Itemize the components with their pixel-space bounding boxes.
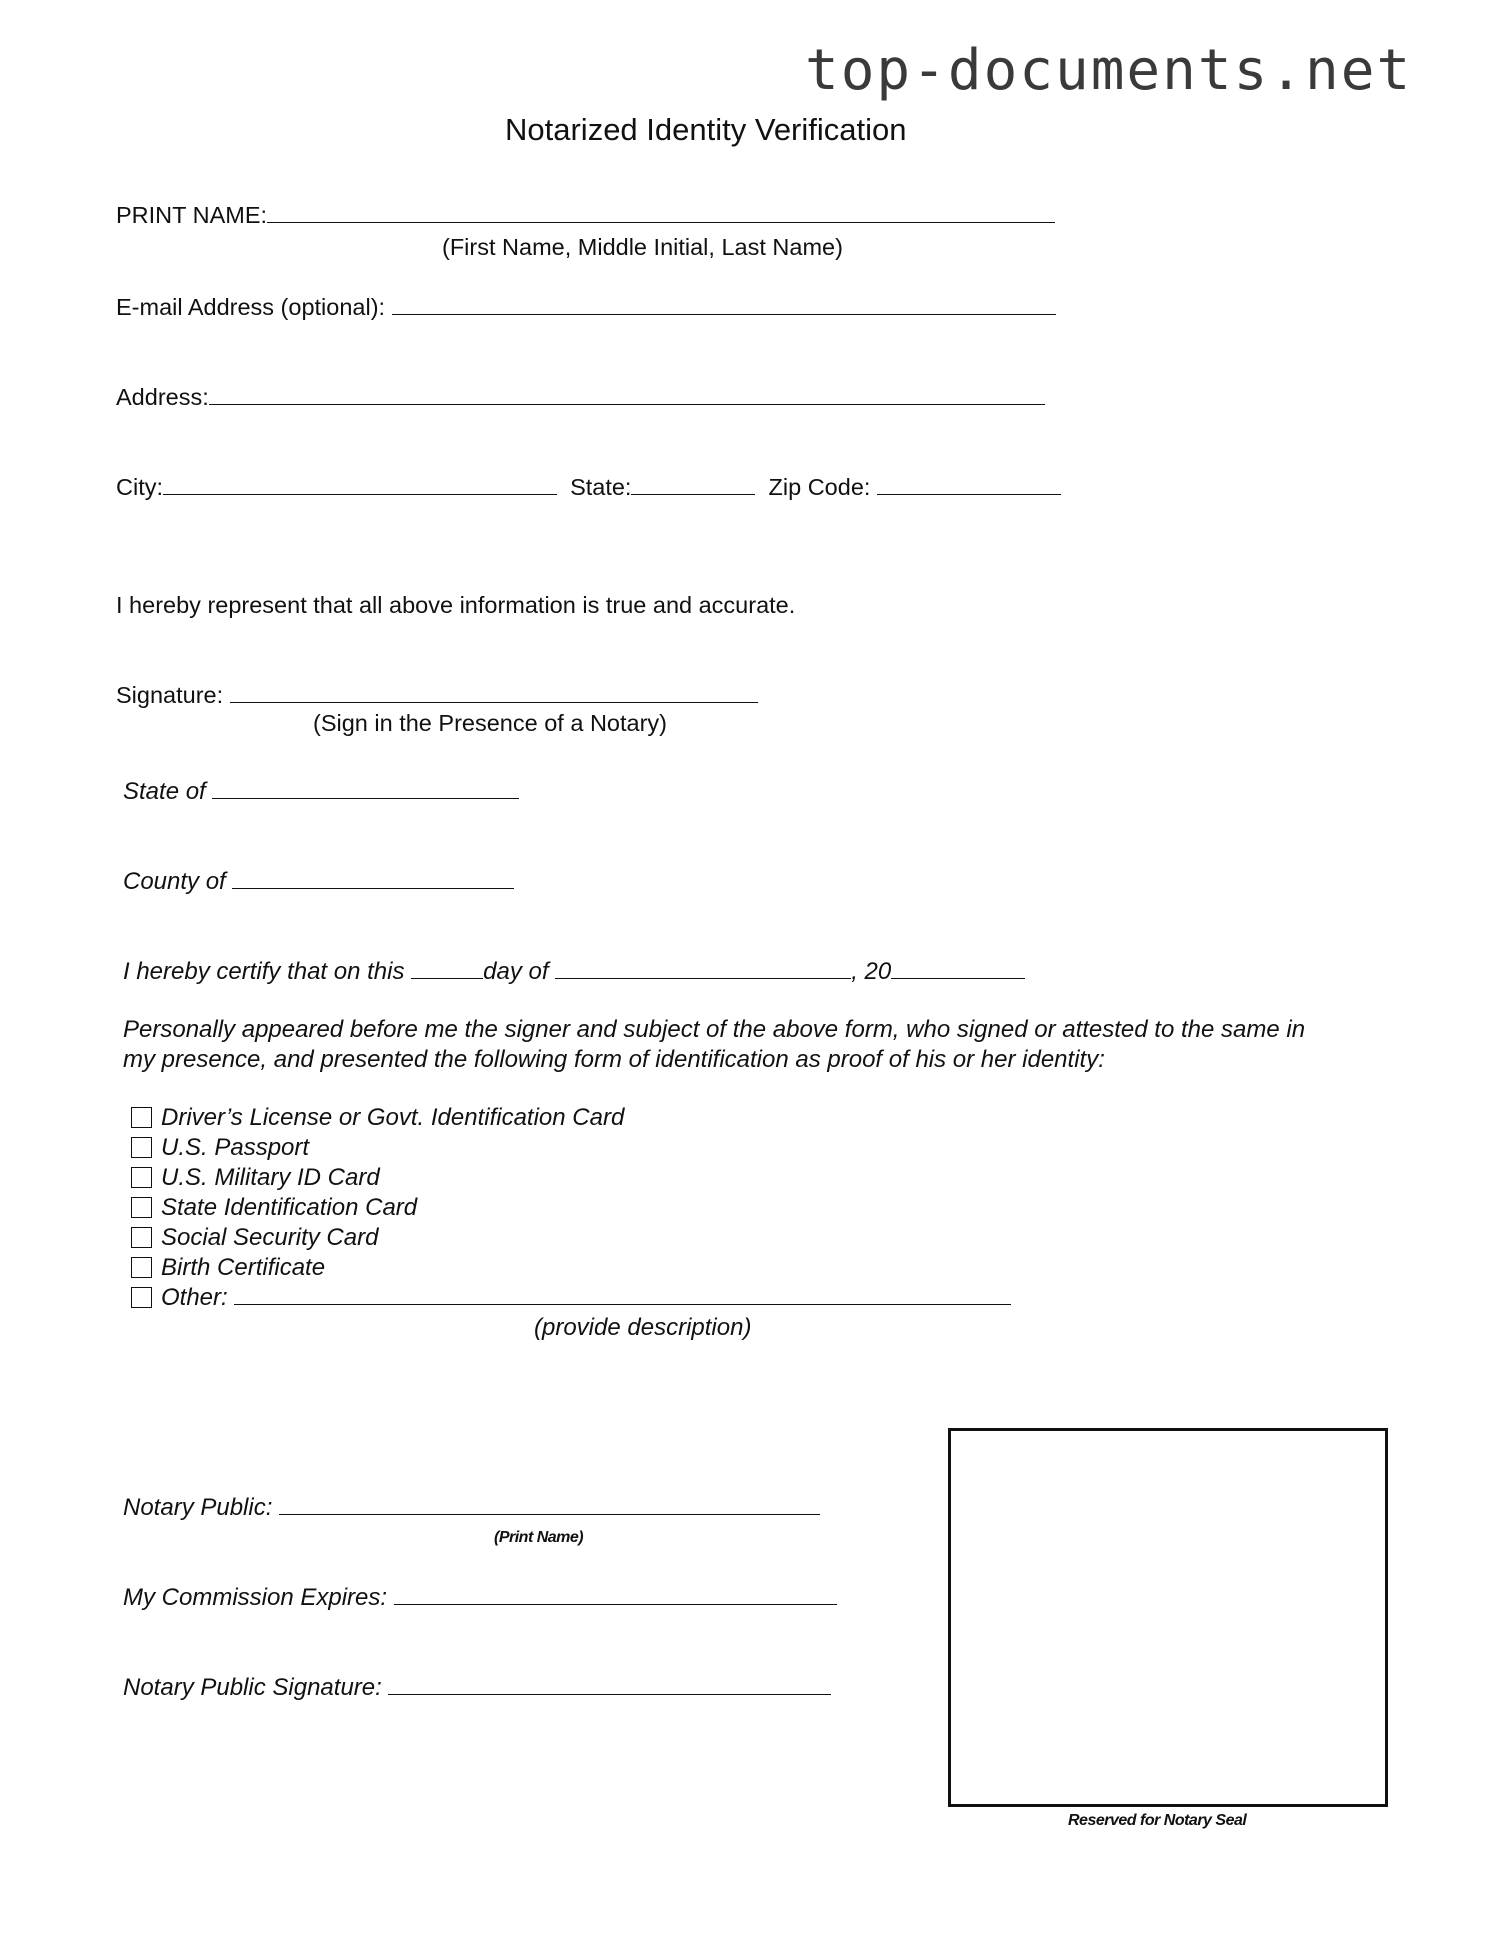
print-name-field[interactable] xyxy=(267,221,1055,223)
id-option-label: Birth Certificate xyxy=(161,1254,326,1281)
address-field[interactable] xyxy=(209,403,1045,405)
notary-seal-caption: Reserved for Notary Seal xyxy=(1068,1812,1247,1829)
state-field[interactable] xyxy=(631,493,755,495)
notary-seal-box xyxy=(948,1428,1388,1807)
notary-public-name-field[interactable] xyxy=(279,1513,820,1515)
id-option-passport xyxy=(131,1134,309,1162)
zip-field[interactable] xyxy=(877,493,1061,495)
id-option-label: Driver’s License or Govt. Identification Card xyxy=(161,1104,625,1131)
id-option-social-security xyxy=(131,1224,378,1252)
notary-signature-row xyxy=(123,1674,831,1702)
commission-expires-field[interactable] xyxy=(394,1603,837,1605)
notary-print-name-hint: (Print Name) xyxy=(494,1529,584,1546)
state-id-checkbox[interactable] xyxy=(131,1197,152,1218)
signature-row xyxy=(116,682,758,709)
address-row xyxy=(116,384,1045,411)
certify-month-field[interactable] xyxy=(555,977,851,979)
passport-checkbox[interactable] xyxy=(131,1137,152,1158)
appeared-line-1: Personally appeared before me the signer and subject of the above form, who signed or attested to the same in xyxy=(123,1016,1306,1043)
other-description-hint: (provide description) xyxy=(534,1314,752,1341)
social-security-checkbox[interactable] xyxy=(131,1227,152,1248)
id-option-label: U.S. Military ID Card xyxy=(161,1164,380,1191)
notary-public-label: Notary Public: xyxy=(123,1494,273,1521)
county-of-field[interactable] xyxy=(232,887,514,889)
county-of-label: County of xyxy=(123,868,226,895)
print-name-hint: (First Name, Middle Initial, Last Name) xyxy=(442,234,843,260)
watermark: top-documents.net xyxy=(805,38,1413,103)
signature-field[interactable] xyxy=(230,701,758,703)
notary-signature-label: Notary Public Signature: xyxy=(123,1674,382,1701)
military-id-checkbox[interactable] xyxy=(131,1167,152,1188)
certify-day-of: day of xyxy=(483,958,549,985)
address-label: Address: xyxy=(116,384,209,410)
id-option-birth-certificate xyxy=(131,1254,325,1282)
notary-public-row xyxy=(123,1494,820,1522)
id-option-label: Social Security Card xyxy=(161,1224,379,1251)
email-field[interactable] xyxy=(392,313,1056,315)
email-row xyxy=(116,294,1056,321)
certify-year-prefix: , 20 xyxy=(851,958,892,985)
signature-label: Signature: xyxy=(116,682,224,708)
certify-day-field[interactable] xyxy=(411,977,483,979)
other-checkbox[interactable] xyxy=(131,1287,152,1308)
city-field[interactable] xyxy=(163,493,557,495)
certify-prefix: I hereby certify that on this xyxy=(123,958,405,985)
certify-year-field[interactable] xyxy=(891,977,1025,979)
state-of-field[interactable] xyxy=(212,797,519,799)
signature-hint: (Sign in the Presence of a Notary) xyxy=(313,710,667,736)
zip-label: Zip Code: xyxy=(768,474,871,500)
id-option-label: Other: xyxy=(161,1284,228,1311)
id-option-label: State Identification Card xyxy=(161,1194,418,1221)
birth-certificate-checkbox[interactable] xyxy=(131,1257,152,1278)
id-option-state-id xyxy=(131,1194,417,1222)
certify-row xyxy=(123,958,1025,986)
other-description-field[interactable] xyxy=(234,1303,1011,1305)
id-option-military-id xyxy=(131,1164,380,1192)
commission-label: My Commission Expires: xyxy=(123,1584,388,1611)
email-label: E-mail Address (optional): xyxy=(116,294,386,320)
state-label: State: xyxy=(570,474,632,500)
commission-row xyxy=(123,1584,837,1612)
print-name-row xyxy=(116,202,1055,229)
city-label: City: xyxy=(116,474,163,500)
id-option-drivers-license xyxy=(131,1104,624,1132)
declaration-text: I hereby represent that all above information is true and accurate. xyxy=(116,592,796,618)
drivers-license-checkbox[interactable] xyxy=(131,1107,152,1128)
id-option-label: U.S. Passport xyxy=(161,1134,310,1161)
city-state-zip-row xyxy=(116,474,1061,501)
id-option-other xyxy=(131,1284,1011,1312)
appeared-line-2: my presence, and presented the following form of identification as proof of his or her identity: xyxy=(123,1046,1105,1073)
state-of-row xyxy=(123,778,519,806)
page-title: Notarized Identity Verification xyxy=(505,112,907,147)
county-of-row xyxy=(123,868,514,896)
state-of-label: State of xyxy=(123,778,206,805)
print-name-label: PRINT NAME: xyxy=(116,202,268,228)
notary-signature-field[interactable] xyxy=(388,1693,831,1695)
